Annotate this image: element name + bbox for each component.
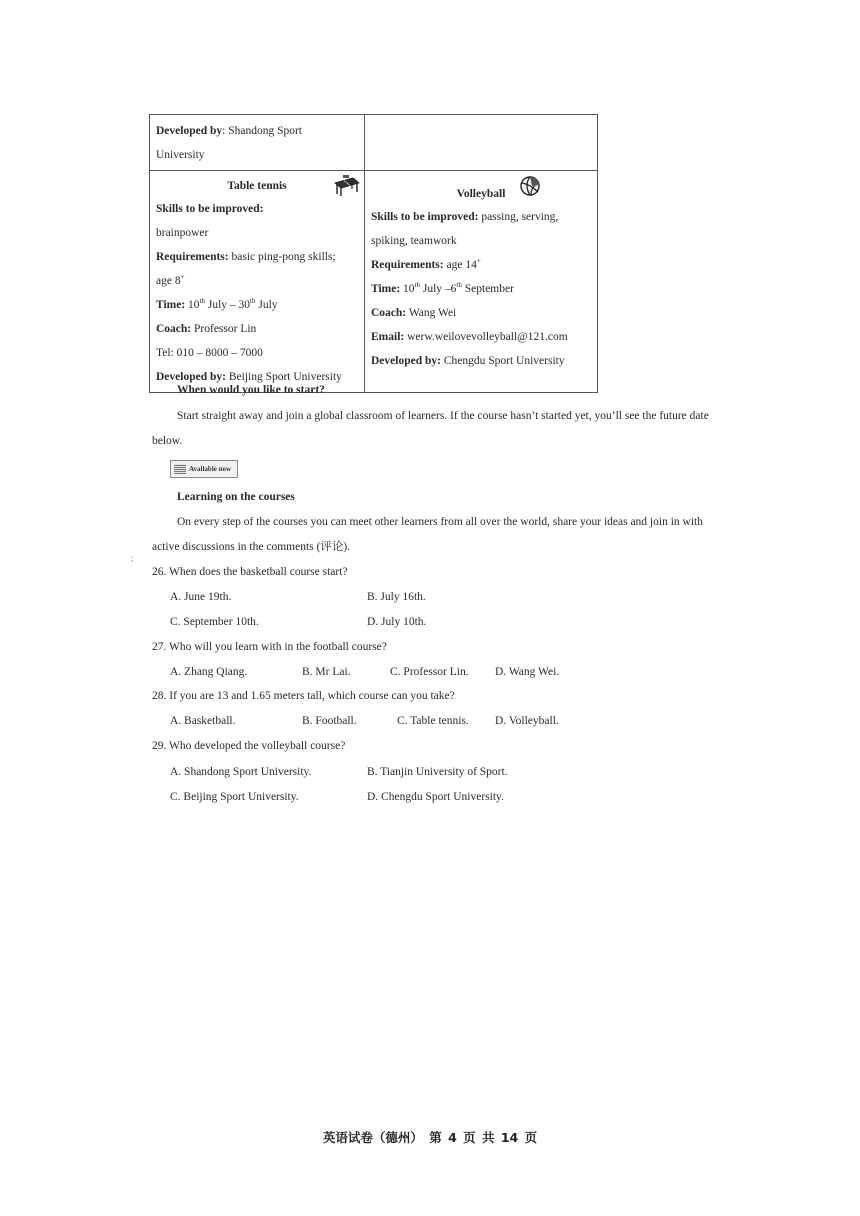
tt-skills-value: brainpower bbox=[156, 227, 209, 239]
question-27-option-c[interactable]: C. Professor Lin. bbox=[390, 666, 469, 678]
vb-time-label: Time: bbox=[371, 283, 401, 295]
ping-pong-table-icon bbox=[332, 174, 360, 198]
tt-developed-label: Developed by: bbox=[156, 371, 226, 383]
start-paragraph: Start straight away and join a global classroom of learners. If the course hasn’t started yet, you’ll see the future date below. bbox=[152, 410, 709, 447]
question-26-option-b[interactable]: B. July 16th. bbox=[367, 591, 426, 603]
question-26-stem: 26. When does the basketball course start? bbox=[152, 566, 348, 578]
question-28-option-d[interactable]: D. Volleyball. bbox=[495, 715, 559, 727]
question-28-stem: 28. If you are 13 and 1.65 meters tall, which course can you take? bbox=[152, 690, 455, 702]
question-28-option-b[interactable]: B. Football. bbox=[302, 715, 357, 727]
vb-time-sup1: th bbox=[414, 281, 420, 290]
question-29-option-b[interactable]: B. Tianjin University of Sport. bbox=[367, 766, 508, 778]
margin-mark: ; bbox=[131, 553, 134, 563]
vb-email-value: werw.weilovevolleyball@121.com bbox=[407, 331, 568, 343]
developed-by-value: : Shandong Sport bbox=[222, 125, 302, 137]
table-tennis-title-row bbox=[156, 175, 358, 197]
available-now-label: Available now bbox=[189, 465, 232, 473]
vb-coach-label: Coach: bbox=[371, 307, 407, 319]
question-29-option-c[interactable]: C. Beijing Sport University. bbox=[170, 791, 299, 803]
developed-by-label: Developed by bbox=[156, 125, 223, 137]
question-27-option-d[interactable]: D. Wang Wei. bbox=[495, 666, 560, 678]
page-footer: 英语试卷（德州） 第 4 页 共 14 页 bbox=[322, 1130, 538, 1145]
developed-by-value-cont: University bbox=[156, 149, 205, 161]
question-27-option-a[interactable]: A. Zhang Qiang. bbox=[170, 666, 248, 678]
vb-time-mid: July –6 bbox=[420, 283, 457, 295]
cell-top-right bbox=[365, 115, 598, 171]
question-29-stem: 29. Who developed the volleyball course? bbox=[152, 740, 346, 752]
cell-table-tennis bbox=[150, 171, 365, 393]
tt-time-day1: 10 bbox=[188, 299, 200, 311]
question-29-option-d[interactable]: D. Chengdu Sport University. bbox=[367, 791, 504, 803]
tt-time-end: July bbox=[255, 299, 278, 311]
vb-requirements-value: age 14 bbox=[446, 259, 477, 271]
tt-tel: Tel: 010 – 8000 – 7000 bbox=[156, 347, 263, 359]
learning-paragraph: On every step of the courses you can meet other learners from all over the world, share your ideas and join in with active discussions in the comments (评论). bbox=[152, 516, 703, 553]
vb-time-sup2: th bbox=[456, 281, 462, 290]
calendar-icon bbox=[174, 464, 186, 474]
table-tennis-title: Table tennis bbox=[227, 180, 287, 192]
table-row-top bbox=[150, 115, 598, 171]
table-row-courses bbox=[150, 171, 598, 393]
tt-time-mid: July – 30 bbox=[205, 299, 251, 311]
tt-developed-value: Beijing Sport University bbox=[228, 371, 342, 383]
vb-time-day1: 10 bbox=[403, 283, 415, 295]
cell-top-left bbox=[150, 115, 365, 171]
tt-requirements-label: Requirements: bbox=[156, 251, 229, 263]
start-heading: When would you like to start? bbox=[177, 384, 325, 396]
vb-time-end: September bbox=[461, 283, 514, 295]
tt-time-sup1: th bbox=[199, 297, 205, 306]
question-27-option-b[interactable]: B. Mr Lai. bbox=[302, 666, 351, 678]
tt-coach-label: Coach: bbox=[156, 323, 192, 335]
tt-skills-label: Skills to be improved: bbox=[156, 203, 264, 215]
vb-skills-label: Skills to be improved: bbox=[371, 211, 479, 223]
available-now-badge bbox=[170, 460, 238, 478]
volleyball-title-row bbox=[371, 183, 591, 205]
question-26-option-c[interactable]: C. September 10th. bbox=[170, 616, 259, 628]
question-26-option-d[interactable]: D. July 10th. bbox=[367, 616, 427, 628]
tt-requirements-value: basic ping-pong skills; bbox=[231, 251, 336, 263]
question-29-option-a[interactable]: A. Shandong Sport University. bbox=[170, 766, 312, 778]
vb-skills-value: passing, serving, bbox=[481, 211, 559, 223]
tt-time-sup2: th bbox=[250, 297, 256, 306]
vb-developed-label: Developed by: bbox=[371, 355, 441, 367]
vb-coach-value: Wang Wei bbox=[408, 307, 457, 319]
vb-email-label: Email: bbox=[371, 331, 405, 343]
vb-requirements-label: Requirements: bbox=[371, 259, 444, 271]
vb-skills-value-cont: spiking, teamwork bbox=[371, 235, 457, 247]
tt-requirements-sup: + bbox=[180, 273, 185, 282]
volleyball-icon bbox=[519, 175, 541, 197]
tt-time-label: Time: bbox=[156, 299, 186, 311]
question-28-option-c[interactable]: C. Table tennis. bbox=[397, 715, 469, 727]
cell-volleyball bbox=[365, 171, 598, 393]
learning-heading: Learning on the courses bbox=[177, 491, 295, 503]
vb-developed-value: Chengdu Sport University bbox=[443, 355, 565, 367]
course-table bbox=[149, 114, 598, 393]
question-26-option-a[interactable]: A. June 19th. bbox=[170, 591, 232, 603]
vb-requirements-sup: + bbox=[476, 257, 481, 266]
tt-requirements-value-cont: age 8 bbox=[156, 275, 181, 287]
question-27-stem: 27. Who will you learn with in the football course? bbox=[152, 641, 387, 653]
question-28-option-a[interactable]: A. Basketball. bbox=[170, 715, 236, 727]
tt-coach-value: Professor Lin bbox=[194, 323, 257, 335]
volleyball-title: Volleyball bbox=[456, 188, 506, 200]
